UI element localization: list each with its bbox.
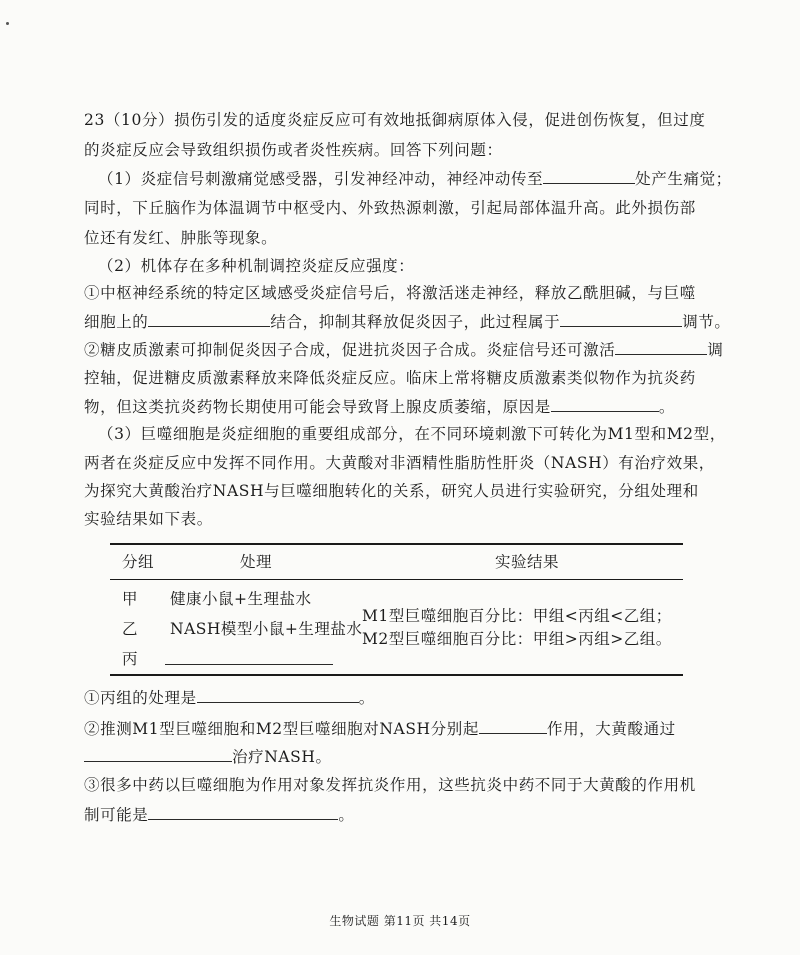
table-row-treatment-jia: 健康小鼠+生理盐水 xyxy=(170,590,312,608)
page-footer: 生物试题 第11页 共14页 xyxy=(329,914,471,928)
q2-intro: （2）机体存在多种机制调控炎症反应强度： xyxy=(98,257,415,275)
table-bottom-rule xyxy=(110,674,683,676)
q2-item1-line-1: ①中枢神经系统的特定区域感受炎症信号后，将激活迷走神经，释放乙酰胆碱，与巨噬 xyxy=(84,284,696,302)
table-result-m2: M2型巨噬细胞百分比：甲组>丙组>乙组。 xyxy=(362,630,672,648)
table-row-treatment-yi: NASH模型小鼠+生理盐水 xyxy=(170,620,363,638)
subq-2-blank-1[interactable] xyxy=(479,717,547,734)
q2-item2-blank-1[interactable] xyxy=(615,338,707,355)
table-header-group: 分组 xyxy=(122,553,155,571)
subq-2-text-a: ②推测M1型巨噬细胞和M2型巨噬细胞对NASH分别起 xyxy=(84,720,479,738)
table-header-rule xyxy=(110,579,683,580)
subq-2-text-b: 作用，大黄酸通过 xyxy=(546,720,676,738)
table-header-results: 实验结果 xyxy=(495,553,560,571)
table-row-treatment-bing xyxy=(165,648,333,671)
subq-1-text-b: 。 xyxy=(358,689,375,707)
q1-line-1 xyxy=(98,167,732,190)
q2-item2-line-3 xyxy=(84,395,675,418)
q2-item2-text-b: 调 xyxy=(707,341,724,359)
q3-line-2: 两者在炎症反应中发挥不同作用。大黄酸对非酒精性脂肪性肝炎（NASH）有治疗效果， xyxy=(84,454,715,472)
q2-item1-text-a: 细胞上的 xyxy=(84,313,149,331)
subq-2-line-2 xyxy=(84,745,332,768)
q2-item2-text-c: 物，但这类抗炎药物长期使用可能会导致肾上腺皮质萎缩，原因是 xyxy=(84,398,551,416)
subq-3-line-1: ③很多中药以巨噬细胞为作用对象发挥抗炎作用，这些抗炎中药不同于大黄酸的作用机 xyxy=(84,776,696,794)
table-top-rule xyxy=(110,543,683,545)
table-row-group-yi: 乙 xyxy=(122,620,139,638)
scan-speck xyxy=(6,22,9,25)
subq-3-text-b: 。 xyxy=(338,806,355,824)
q3-line-3: 为探究大黄酸治疗NASH与巨噬细胞转化的关系，研究人员进行实验研究，分组处理和 xyxy=(84,482,699,500)
q2-item2-blank-2[interactable] xyxy=(551,395,659,412)
table-row-group-jia: 甲 xyxy=(122,590,139,608)
q2-item2-text-d: 。 xyxy=(658,398,676,416)
q1-line-3: 位还有发红、肿胀等现象。 xyxy=(84,229,278,247)
q2-item1-text-b: 结合，抑制其释放促炎因子，此过程属于 xyxy=(270,313,561,331)
q1-line-2: 同时，下丘脑作为体温调节中枢受内、外致热源刺激，引起局部体温升高。此外损伤部 xyxy=(84,199,696,217)
q2-item1-blank-1[interactable] xyxy=(148,310,270,327)
q3-line-4: 实验结果如下表。 xyxy=(84,510,213,528)
subq-2-blank-2[interactable] xyxy=(84,745,232,762)
q3-line-1: （3）巨噬细胞是炎症细胞的重要组成部分，在不同环境刺激下可转化为M1型和M2型， xyxy=(98,425,726,443)
subq-1-blank[interactable] xyxy=(197,686,359,703)
question-title-line-2: 的炎症反应会导致组织损伤或者炎性疾病。回答下列问题： xyxy=(84,141,503,159)
subq-2-line-1 xyxy=(84,717,676,740)
q2-item2-line-2: 控轴，促进糖皮质激素释放来降低炎症反应。临床上常将糖皮质激素类似物作为抗炎药 xyxy=(84,369,696,387)
table-result-m1: M1型巨噬细胞百分比：甲组<丙组<乙组； xyxy=(362,607,672,625)
subq-1 xyxy=(84,686,375,709)
subq-1-text-a: ①丙组的处理是 xyxy=(84,689,197,707)
q1-answer-blank[interactable] xyxy=(543,167,635,184)
question-title-line-1: 23（10分）损伤引发的适度炎症反应可有效地抵御病原体入侵，促进创伤恢复，但过度 xyxy=(84,111,706,129)
subq-2-text-c: 治疗NASH。 xyxy=(232,748,332,766)
q2-item1-text-c: 调节。 xyxy=(682,313,731,331)
q1-text-a: （1）炎症信号刺激痛觉感受器，引发神经冲动，神经冲动传至 xyxy=(98,170,544,188)
q2-item2-line-1 xyxy=(84,338,723,361)
q2-item1-blank-2[interactable] xyxy=(560,310,682,327)
table-row-group-bing: 丙 xyxy=(122,650,139,668)
table-bing-treatment-blank[interactable] xyxy=(165,648,333,665)
q2-item2-text-a: ②糖皮质激素可抑制促炎因子合成，促进抗炎因子合成。炎症信号还可激活 xyxy=(84,341,616,359)
q2-item1-line-2 xyxy=(84,310,731,333)
subq-3-blank[interactable] xyxy=(148,803,338,820)
table-header-treatment: 处理 xyxy=(240,553,273,571)
subq-3-line-2 xyxy=(84,803,355,826)
q1-text-b: 处产生痛觉； xyxy=(635,170,732,188)
subq-3-text-a: 制可能是 xyxy=(84,806,149,824)
